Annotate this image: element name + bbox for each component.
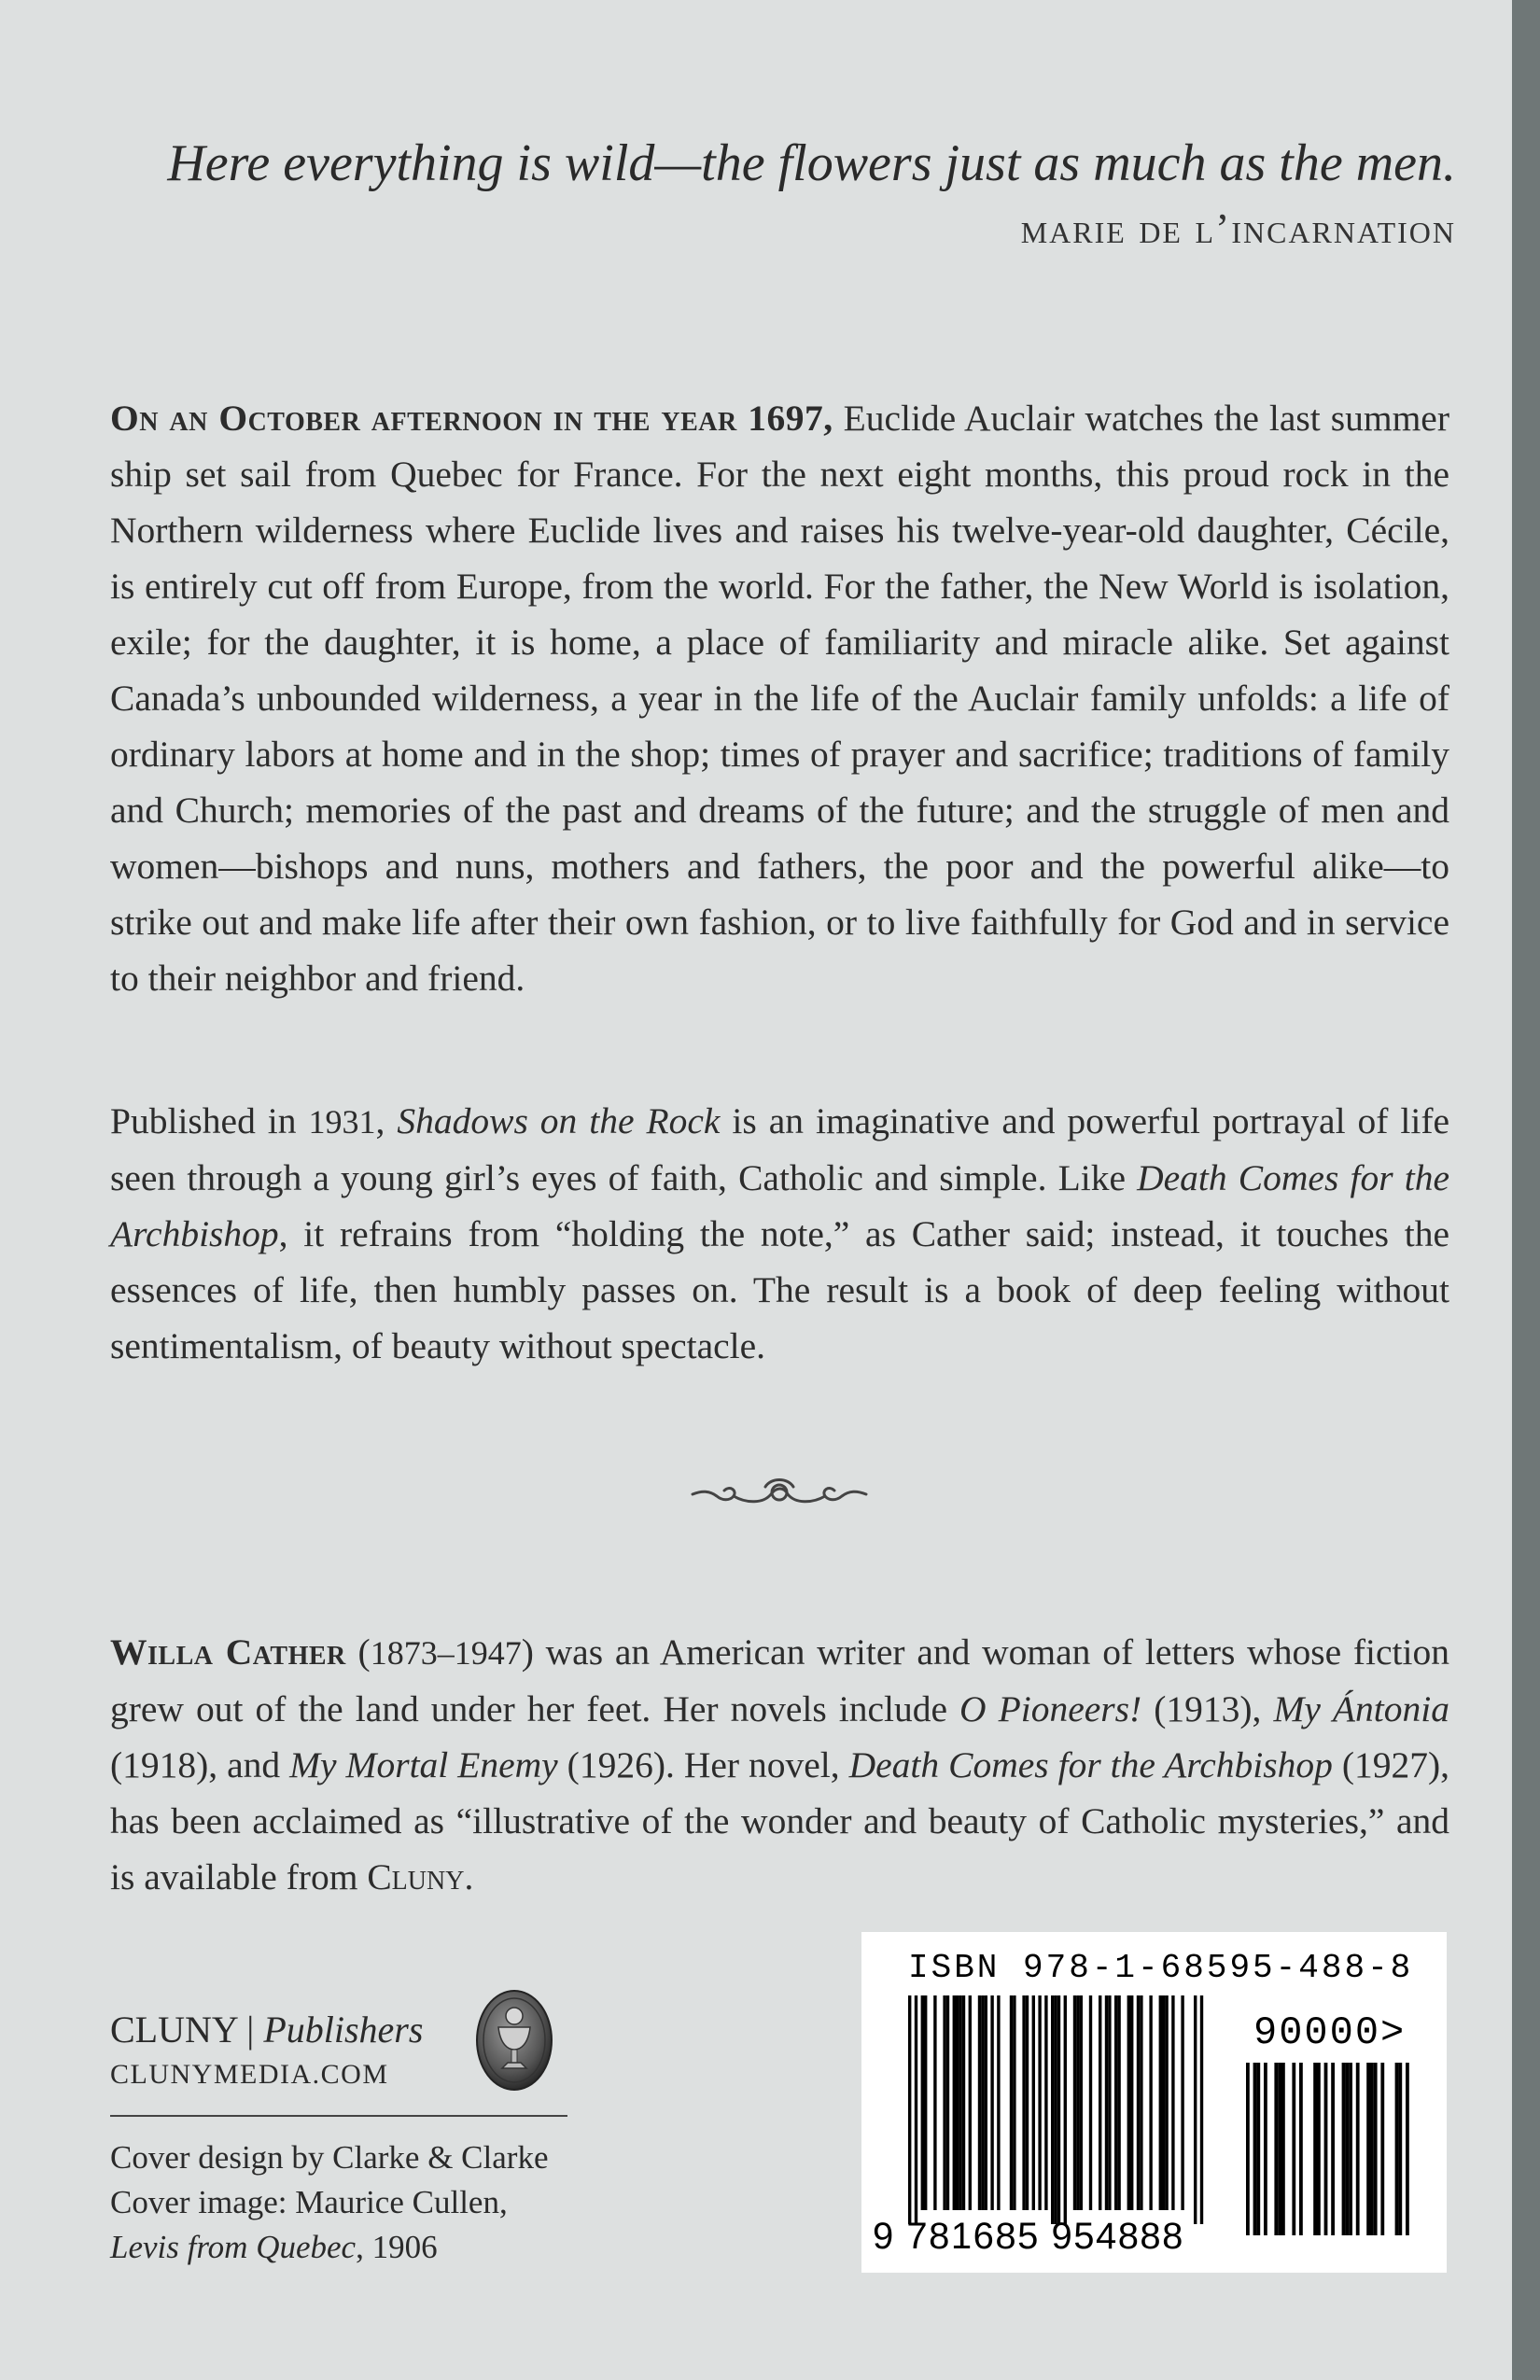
publication-year: 1931 (308, 1103, 376, 1141)
barcode-bar (956, 1995, 959, 2210)
epigraph (103, 131, 1456, 253)
credit-image: Cover image: Maurice Cullen, (110, 2184, 508, 2220)
author-name: Willa Cather (110, 1631, 346, 1673)
barcode-bar (1117, 1995, 1120, 2210)
barcode-bar (1105, 1995, 1108, 2210)
addon-bar (1370, 2063, 1374, 2235)
chalice-seal-logo (474, 1988, 554, 2093)
barcode-bar (1076, 1995, 1079, 2210)
novel-title: My Ántonia (1273, 1688, 1450, 1729)
addon-bar (1278, 2063, 1281, 2235)
barcode-bar (1044, 1995, 1047, 2210)
publisher-wordmark: CLUNY (110, 2009, 238, 2051)
synopsis-paragraph (110, 390, 1449, 1006)
barcode-bar (978, 1995, 981, 2210)
barcode-bar (985, 1995, 987, 2210)
cover-credits (110, 2135, 633, 2270)
painting-year: , 1906 (356, 2229, 438, 2265)
barcode-bar (1130, 1995, 1133, 2210)
barcode-bar (1010, 1995, 1013, 2210)
addon-bar (1246, 2063, 1250, 2235)
barcode-bar (908, 1995, 911, 2224)
addon-bar (1406, 2063, 1409, 2235)
bio-text: . (464, 1856, 474, 1897)
barcode-bar (1080, 1995, 1083, 2210)
barcode-bar (1108, 1995, 1111, 2210)
barcode-bar (1159, 1995, 1162, 2210)
publisher-url: CLUNYMEDIA.COM (110, 2059, 389, 2090)
barcode-bar (1013, 1995, 1015, 2210)
addon-bar (1342, 2063, 1346, 2235)
author-bio (110, 1624, 1449, 1905)
publication-text: , it refrains from “holding the note,” as Cather said; instead, it touches the essences of life, then humbly passes on. The result is a book of deep feeling without sentimentalism, of beauty without spectacle. (110, 1213, 1449, 1366)
addon-bar (1345, 2063, 1349, 2235)
barcode-bar (1064, 1995, 1067, 2224)
addon-bar (1264, 2063, 1267, 2235)
barcode-bar (1114, 1995, 1117, 2210)
bio-text: ) was an American writer and woman of letters whose fiction grew out of the land under her feet. Her novels include (110, 1631, 1449, 1729)
synopsis-text: Euclide Auclair watches the last summer ship set sail from Quebec for France. For the next eight months, this proud rock in the Northern wilderness where Euclide lives and raises his twelve-year-old daughter, Cécile, is entirely cut off from Europe, from the world. For the father, the New World is isolation, exile; for the daughter, it is home, a place of familiarity and miracle alike. Set against Canada’s unbounded wilderness, a year in the life of the Auclair family unfolds: a life of ordinary labors at home and in the shop; times of prayer and sacrifice; traditions of family and Church; memories of the past and dreams of the future; and the struggle of men and women—bishops and nuns, mothers and fathers, the poor and the powerful alike—to strike out and make life after their own fashion, or to live faithfully for God and in service to their neighbor and friend. (110, 398, 1449, 999)
addon-bar (1398, 2063, 1402, 2235)
addon-bar (1253, 2063, 1257, 2235)
novel-title: O Pioneers! (959, 1688, 1142, 1729)
addon-bar (1281, 2063, 1285, 2235)
barcode-bar (1127, 1995, 1130, 2210)
barcode-bar (946, 1995, 949, 2210)
publication-text: Published in (110, 1100, 309, 1141)
publisher-divider (110, 2115, 567, 2117)
addon-bar (1292, 2063, 1295, 2235)
publisher-separator: | (237, 2009, 264, 2051)
publication-paragraph (110, 1093, 1449, 1374)
addon-bar (1324, 2063, 1328, 2235)
barcode-bar (981, 1995, 984, 2210)
addon-digits: 90000> (1253, 2010, 1407, 2055)
barcode-bar (915, 1995, 917, 2224)
barcode-bar (933, 1995, 936, 2210)
book-title: Shadows on the Rock (397, 1100, 721, 1141)
barcode-bar (1165, 1995, 1168, 2210)
isbn-barcode (861, 1932, 1447, 2273)
barcode-bar (1022, 1995, 1025, 2210)
bio-text: (1918), and (110, 1744, 290, 1785)
epigraph-attribution: marie de l’incarnation (1020, 204, 1456, 252)
fleuron-ornament (691, 1470, 868, 1517)
barcode-bar (969, 1995, 972, 2210)
addon-bar (1317, 2063, 1321, 2235)
barcode-bar (1051, 1995, 1054, 2224)
addon-bar (1374, 2063, 1378, 2235)
barcode-bar (990, 1995, 993, 2210)
novel-title: Death Comes for the Archbishop (848, 1744, 1333, 1785)
addon-bar (1349, 2063, 1352, 2235)
author-years: 1873–1947 (370, 1634, 522, 1672)
bio-text: ( (345, 1631, 371, 1673)
barcode-bar (1171, 1995, 1174, 2210)
barcode-bar (1149, 1995, 1152, 2210)
barcode-bar (924, 1995, 927, 2210)
painting-title: Levis from Quebec (110, 2229, 357, 2265)
spine-edge (1512, 0, 1540, 2380)
addon-bar (1313, 2063, 1317, 2235)
publication-text: , (375, 1100, 398, 1141)
bio-text: (1927), has been acclaimed as “illustrative of the wonder and beauty of Catholic mysteries,” and is available from (110, 1744, 1450, 1897)
barcode-bar (1057, 1995, 1060, 2224)
publisher-mention: Cluny (367, 1856, 465, 1897)
barcode-bar (1137, 1995, 1140, 2210)
barcode-bar (997, 1995, 1000, 2210)
barcode-bar (1089, 1995, 1092, 2210)
addon-bar (1331, 2063, 1335, 2235)
credit-design: Cover design by Clarke & Clarke (110, 2139, 549, 2176)
addon-bar (1366, 2063, 1370, 2235)
addon-bar (1380, 2063, 1384, 2235)
barcode-bar (943, 1995, 945, 2210)
barcode-bar (953, 1995, 956, 2210)
bio-text: (1913), (1141, 1688, 1274, 1729)
ean-digits: 9 781685 954888 (873, 2216, 1184, 2257)
addon-bar (1274, 2063, 1278, 2235)
barcode-bar (962, 1995, 965, 2210)
barcode-bar (1099, 1995, 1101, 2210)
novel-title: My Mortal Enemy (289, 1744, 558, 1785)
isbn-text: ISBN 978-1-68595-488-8 (908, 1949, 1414, 1987)
barcode-bar (1054, 1995, 1057, 2224)
addon-bar (1395, 2063, 1399, 2235)
barcode-bar (1038, 1995, 1041, 2210)
barcode-bar (1194, 1995, 1197, 2224)
referenced-title: Death Comes for the Archbishop (110, 1157, 1449, 1254)
epigraph-quote: Here everything is wild—the flowers just as much as the men. (167, 134, 1456, 192)
barcode-bar (1026, 1995, 1029, 2210)
barcode-bar (959, 1995, 961, 2210)
credit-image-title (110, 2225, 633, 2270)
barcode-bar (1200, 1995, 1203, 2224)
publication-text: is an imaginative and powerful portrayal of life seen through a young girl’s eyes of faith, Catholic and simple. Like (110, 1100, 1450, 1198)
barcode-bar (1181, 1995, 1183, 2210)
barcode-bar (921, 1995, 924, 2210)
barcode-bar (1032, 1995, 1035, 2210)
addon-bar (1356, 2063, 1360, 2235)
addon-bar (1256, 2063, 1260, 2235)
addon-bar (1299, 2063, 1303, 2235)
publisher-label: Publishers (263, 2009, 424, 2051)
synopsis-lead: On an October afternoon in the year 1697, (110, 398, 833, 439)
bio-text: (1926). Her novel, (557, 1744, 849, 1785)
barcode-bar (1140, 1995, 1142, 2210)
barcode-bar (1162, 1995, 1165, 2210)
barcode-bar (1073, 1995, 1076, 2210)
